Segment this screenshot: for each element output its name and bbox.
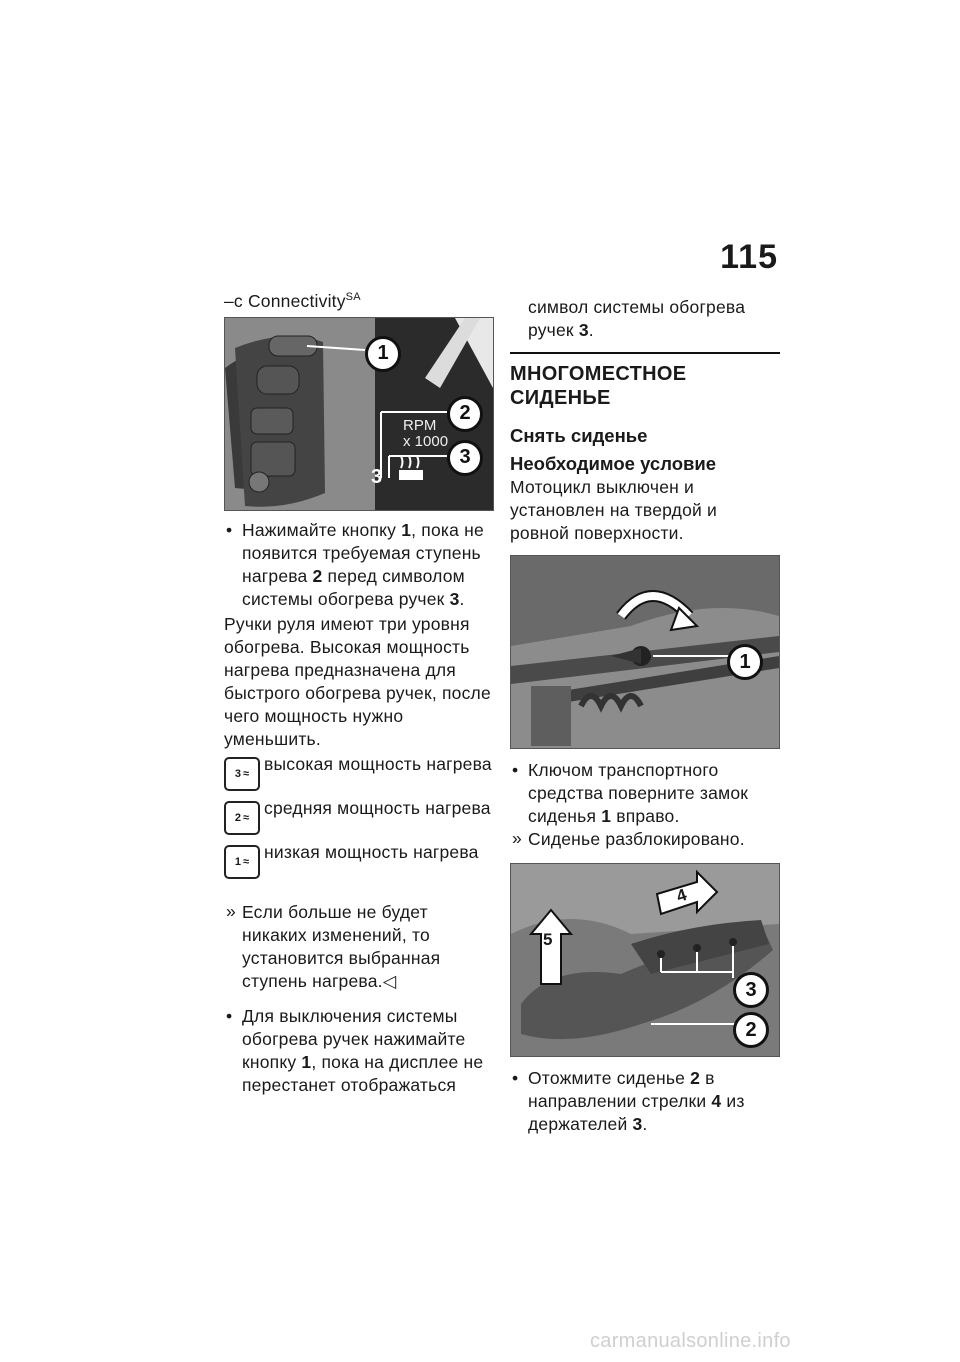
- seat-lock-figure: [510, 555, 780, 749]
- watermark: carmanualsonline.info: [590, 1330, 791, 1352]
- heating-levels-paragraph: Ручки руля имеют три уровня обогрева. Высокая мощность нагрева предназначена для быстрого обогрева ручек, после чего мощность нужно уменьшить.: [224, 613, 491, 749]
- rpm-label: RPM x 1000: [403, 416, 449, 450]
- step-turn-off: • Для выключения системы обогрева ручек нажимайте кнопку 1, пока на дисплее не перестанет отображаться: [224, 1005, 494, 1097]
- subheading-sup: SA: [345, 291, 361, 303]
- callout-2: 2: [733, 1012, 769, 1048]
- step-press-button: • Нажимайте кнопку 1, пока не появится требуемая ступень нагрева 2 перед символом системы обогрева ручек 3.: [224, 519, 494, 611]
- callout-3: 3: [733, 972, 769, 1008]
- step-turn-key: • Ключом транспортного средства поверните замок сиденья 1 вправо.: [510, 759, 780, 828]
- subsection-title: Снять сиденье: [510, 425, 648, 446]
- level-high: 3 ≈ высокая мощность нагрева: [224, 753, 494, 791]
- right-column: [510, 296, 780, 1136]
- section-divider: [510, 352, 780, 354]
- callout-1: 1: [365, 336, 401, 372]
- step-push-seat: • Отожмите сиденье 2 в направлении стрелки 4 из держателей 3.: [510, 1067, 780, 1136]
- arrow-4-label: 4: [674, 885, 690, 907]
- level-low: 1 ≈ низкая мощность нагрева: [224, 841, 494, 879]
- callout-3: 3: [447, 440, 483, 476]
- subheading-text: –с Connectivity: [224, 290, 346, 311]
- callout-1: 1: [727, 644, 763, 680]
- heated-grip-high-icon: 3 ≈: [224, 757, 260, 791]
- result-level-set: » Если больше не будет никаких изменений, то установится выбранная ступень нагрева.◁: [224, 901, 494, 993]
- left-column: [224, 286, 494, 1097]
- end-mark-icon: ◁: [382, 970, 397, 991]
- arrow-5-label: 5: [543, 930, 553, 949]
- precondition-title: Необходимое условие: [510, 453, 717, 474]
- level-medium: 2 ≈ средняя мощность нагрева: [224, 797, 494, 835]
- seat-removal-figure: [510, 863, 780, 1057]
- result-seat-unlocked: » Сиденье разблокировано.: [510, 828, 780, 851]
- heat-level-indicator: 3: [371, 465, 383, 488]
- callout-2: 2: [447, 396, 483, 432]
- continued-text: символ системы обогрева ручек 3.: [528, 297, 746, 340]
- precondition-text: Мотоцикл выключен и установлен на твердой и ровной поверхности.: [510, 477, 718, 543]
- connectivity-subheading: [224, 286, 494, 313]
- page-number: 115: [720, 238, 778, 276]
- section-title: МНОГОМЕСТНОЕ СИДЕНЬЕ: [510, 363, 687, 409]
- heated-grip-low-icon: 1 ≈: [224, 845, 260, 879]
- heated-grip-medium-icon: 2 ≈: [224, 801, 260, 835]
- handlebar-controls-figure: [224, 317, 494, 511]
